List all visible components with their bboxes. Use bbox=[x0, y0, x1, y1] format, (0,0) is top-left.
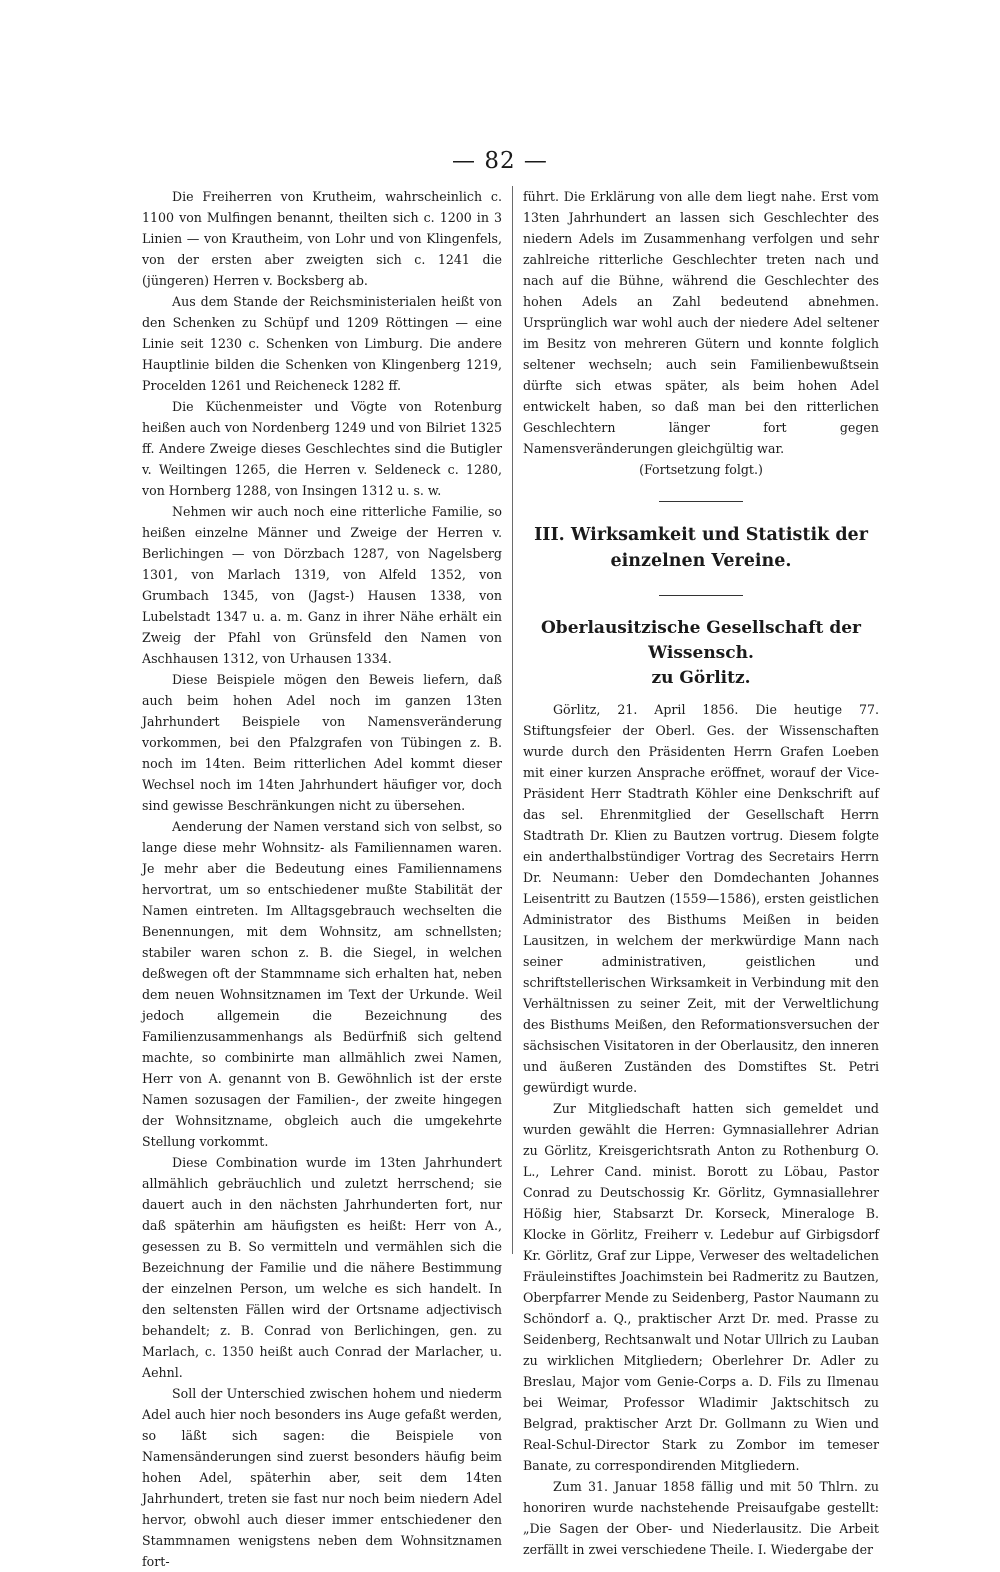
section-heading bbox=[523, 522, 879, 574]
society-heading bbox=[523, 616, 879, 691]
section-heading-line: III. Wirksamkeit und Statistik der bbox=[534, 525, 868, 545]
page-number: — 82 — bbox=[452, 148, 548, 174]
paragraph: Diese Combination wurde im 13ten Jahrhundert allmählich gebräuchlich und zuletzt herrschend; sie dauert auch in den nächsten Jahrhunderten fort, nur daß späterhin am häufigsten es heißt: Herr von A., gesessen zu B. So vermitteln und vermählen sich die Bezeichnung der Familie und die nähere Bestimmung der einzelnen Person, um welche es sich handelt. In den seltensten Fällen wird der Ortsname adjectivisch behandelt; z. B. Conrad von Berlichingen, gen. zu Marlach, c. 1350 heißt auch Conrad der Marlacher, u. Aehnl. bbox=[142, 1155, 502, 1380]
section-rule bbox=[659, 595, 743, 596]
section-rule bbox=[659, 501, 743, 502]
continued-paragraph: führt. Die Erklärung von alle dem liegt nahe. Erst vom 13ten Jahrhundert an lassen sich Geschlechter des niedern Adels im Zusammenhang verfolgen und sehr zahlreiche ritterliche Geschlechter treten nach und nach auf die Bühne, während die Geschlechter des hohen Adels an Zahl bedeutend abnehmen. Ursprünglich war wohl auch der niedere Adel seltener im Besitz von mehreren Gütern und konnte folglich seltener wechseln; auch sein Familienbewußtsein dürfte sich etwas später, als beim hohen Adel entwickelt haben, so daß man bei den ritterlichen Geschlechtern länger fort gegen Namensveränderungen gleichgültig war. bbox=[523, 189, 879, 456]
paragraph: Zur Mitgliedschaft hatten sich gemeldet und wurden gewählt die Herren: Gymnasiallehrer Adrian zu Görlitz, Kreisgerichtsrath Anton zu Rothenburg O. L., Lehrer Cand. minist. Borott zu Löbau, Pastor Conrad zu Deutschossig Kr. Görlitz, Gymnasiallehrer Hößig hier, Stabsarzt Dr. Korseck, Mineraloge B. Klocke in Görlitz, Freiherr v. Ledebur auf Girbigsdorf Kr. Görlitz, Graf zur Lippe, Verweser des weltadelichen Fräuleinstiftes Joachimstein bei Radmeritz zu Bautzen, Oberpfarrer Mende zu Seidenberg, Pastor Naumann zu Schöndorf a. Q., praktischer Arzt Dr. med. Prasse zu Seidenberg, Rechtsanwalt und Notar Ullrich zu Lauban zu wirklichen Mitgliedern; Oberlehrer Dr. Adler zu Breslau, Major vom Genie-Corps a. D. Fils zu Ilmenau bei Weimar, Professor Wladimir Jaktschitsch zu Belgrad, praktischer Arzt Dr. Gollmann zu Wien und Real-Schul-Director Stark zu Zombor im temeser Banate, zu correspondirenden Mitgliedern. bbox=[523, 1101, 879, 1473]
right-column bbox=[523, 186, 879, 1560]
paragraph: Görlitz, 21. April 1856. Die heutige 77. Stiftungsfeier der Oberl. Ges. der Wissenschaften wurde durch den Präsidenten Herrn Grafen Loeben mit einer kurzen Ansprache eröffnet, worauf der Vice-Präsident Herr Stadtrath Köhler eine Denkschrift auf das sel. Ehrenmitglied der Gesellschaft Herrn Stadtrath Dr. Klien zu Bautzen vortrug. Diesem folgte ein anderthalbstündiger Vortrag des Secretairs Herrn Dr. Neumann: Ueber den Domdechanten Johannes Leisentritt zu Bautzen (1559—1586), ersten geistlichen Administrator des Bisthums Meißen in beiden Lausitzen, in welchem der merkwürdige Mann nach seiner administrativen, geistlichen und schriftstellerischen Wirksamkeit in Verbindung mit den Verhältnissen zu seiner Zeit, mit der Verweltlichung des Bisthums Meißen, den Reformationsversuchen der sächsischen Visitatoren in der Oberlausitz, den inneren und äußeren Zuständen des Domstiftes St. Petri gewürdigt wurde. bbox=[523, 702, 879, 1095]
paragraph: Soll der Unterschied zwischen hohem und niederm Adel auch hier noch besonders ins Auge gefaßt werden, so läßt sich sagen: die Beispiele von Namensänderungen sind zuerst besonders häufig beim hohen Adel, späterhin aber, seit dem 14ten Jahrhundert, treten sie fast nur noch beim niedern Adel hervor, obwohl auch dieser immer entschiedener den Stammnamen wenigstens neben dem Wohnsitznamen fort- bbox=[142, 1386, 502, 1569]
paragraph: Aus dem Stande der Reichsministerialen heißt von den Schenken zu Schüpf und 1209 Röttingen — eine Linie seit 1230 c. Schenken von Limburg. Die andere Hauptlinie bilden die Schenken von Klingenberg 1219, Procelden 1261 und Reicheneck 1282 ff. bbox=[142, 294, 502, 393]
continuation-note: (Fortsetzung folgt.) bbox=[639, 462, 763, 477]
paragraph: Zum 31. Januar 1858 fällig und mit 50 Thlrn. zu honoriren wurde nachstehende Preisaufgabe gestellt: „Die Sagen der Ober- und Niederlausitz. Die Arbeit zerfällt in zwei verschiedene Theile. I. Wiedergabe der bbox=[523, 1479, 879, 1557]
paragraph: Nehmen wir auch noch eine ritterliche Familie, so heißen einzelne Männer und Zweige der Herren v. Berlichingen — von Dörzbach 1287, von Nagelsberg 1301, von Marlach 1319, von Alfeld 1352, von Grumbach 1345, von (Jagst-) Hausen 1338, von Lubelstadt 1347 u. a. m. Ganz in ihrer Nähe erhält ein Zweig der Pfahl von Grünsfeld den Namen von Aschhausen 1312, von Urhausen 1334. bbox=[142, 504, 502, 666]
paragraph: Die Freiherren von Krutheim, wahrscheinlich c. 1100 von Mulfingen benannt, theilten sich c. 1200 in 3 Linien — von Krautheim, von Lohr und von Klingenfels, von der ersten aber zweigten sich c. 1241 die (jüngeren) Herren v. Bocksberg ab. bbox=[142, 189, 502, 288]
society-heading-line: Oberlausitzische Gesellschaft der Wissensch. bbox=[541, 618, 861, 663]
society-heading-line: zu Görlitz. bbox=[651, 668, 751, 688]
paragraph: Die Küchenmeister und Vögte von Rotenburg heißen auch von Nordenberg 1249 und von Bilriet 1325 ff. Andere Zweige dieses Geschlechtes sind die Butigler v. Weiltingen 1265, die Herren v. Seldeneck c. 1280, von Hornberg 1288, von Insingen 1312 u. s. w. bbox=[142, 399, 502, 498]
paragraph: Aenderung der Namen verstand sich von selbst, so lange diese mehr Wohnsitz- als Familiennamen waren. Je mehr aber die Bedeutung eines Familiennamens hervortrat, um so entschiedener mußte Stabilität der Namen eintreten. Im Alltagsgebrauch wechselten die Benennungen, mit dem Wohnsitz, am schnellsten; stabiler waren schon z. B. die Siegel, in welchen deßwegen oft der Stammname sich erhalten hat, neben dem neuen Wohnsitznamen im Text der Urkunde. Weil jedoch allgemein die Bezeichnung des Familienzusammenhangs als Bedürfniß sich geltend machte, so combinirte man allmählich zwei Namen, Herr von A. genannt von B. Gewöhnlich ist der erste Namen sozusagen der Familien-, der zweite hingegen der Wohnsitzname, obgleich auch die umgekehrte Stellung vorkommt. bbox=[142, 819, 502, 1149]
paragraph: Diese Beispiele mögen den Beweis liefern, daß auch beim hohen Adel noch im ganzen 13ten Jahrhundert Beispiele von Namensveränderung vorkommen, bei den Pfalzgrafen von Tübingen z. B. noch im 14ten. Beim ritterlichen Adel kommt dieser Wechsel noch im 14ten Jahrhundert häufiger vor, doch sind gewisse Beschränkungen nicht zu übersehen. bbox=[142, 672, 502, 813]
section-heading-line: einzelnen Vereine. bbox=[610, 551, 792, 571]
left-column bbox=[142, 186, 502, 1572]
column-divider bbox=[512, 186, 513, 1254]
